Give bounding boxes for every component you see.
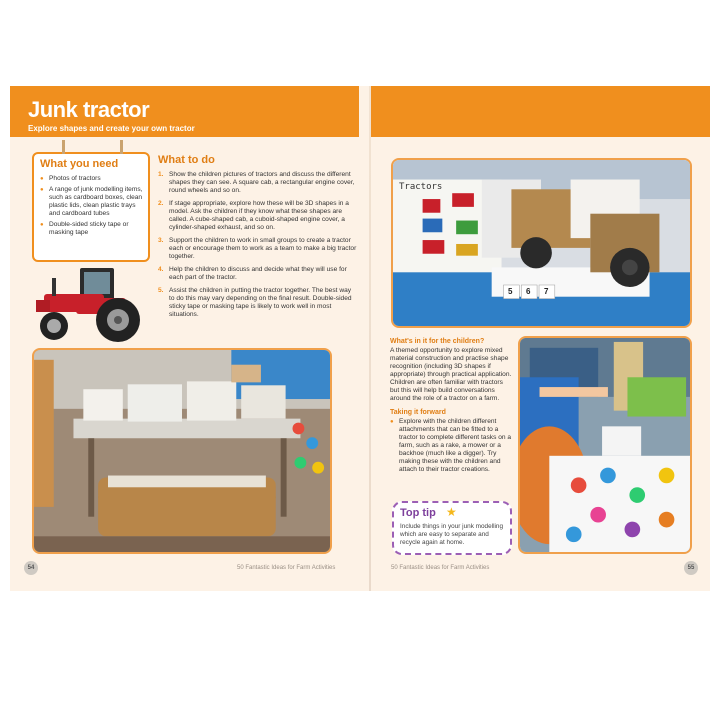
title-banner — [10, 86, 359, 137]
step-item — [158, 171, 358, 195]
list-item: ● Photos of tractors — [40, 175, 148, 183]
step-number: 3. — [158, 237, 164, 244]
step-text: Support the children to work in small groups to create a tractor each or encourage them to work as a team to make a big tractor together. — [169, 237, 357, 260]
step-number: 2. — [158, 200, 164, 207]
tractor-model-photo — [391, 158, 692, 328]
what-to-do-heading: What to do — [158, 154, 215, 166]
footer-left: 50 Fantastic Ideas for Farm Activities — [237, 565, 336, 571]
title-banner-right — [371, 86, 710, 137]
what-you-need-list — [40, 175, 148, 240]
hanging-string — [120, 140, 123, 154]
step-item — [158, 200, 358, 232]
step-text: Help the children to discuss and decide what they will use for each part of the tractor. — [169, 266, 347, 281]
step-number: 1. — [158, 171, 164, 178]
list-item: ● Double-sided sticky tape or masking tape — [40, 221, 148, 237]
star-icon: ★ — [446, 505, 457, 519]
book-spread — [10, 86, 710, 591]
top-tip-heading: Top tip — [400, 507, 436, 519]
step-item — [158, 266, 358, 282]
step-number: 5. — [158, 287, 164, 294]
taking-it-forward-heading: Taking it forward — [390, 409, 446, 416]
step-text: Assist the children in putting the tractor together. The best way to do this may vary depending on the final result. Double-sided sticky tape or masking tape is likely to work well in most situations. — [169, 287, 352, 318]
step-item — [158, 237, 358, 261]
taking-it-forward-list — [390, 418, 512, 474]
tractors-sign-label: Tractors — [399, 182, 443, 192]
page-title: Junk tractor — [28, 97, 150, 122]
step-text: If stage appropriate, explore how these will be 3D shapes in a model. Ask the children if they know what these shapes are called. A cube-shaped cab, a cuboid-shaped engine cover, a cylinder-shaped exhaust, and so on. — [169, 200, 349, 231]
what-to-do-section — [158, 154, 358, 324]
whats-in-it-text: A themed opportunity to explore mixed material construction and practise shape recognition (including 3D shapes if appropriate) through practical application. Children are often familiar with tractors but this will help build conversations around the role of a tractor on a farm. — [390, 347, 512, 402]
step-number: 4. — [158, 266, 164, 273]
number-card: 7 — [544, 287, 549, 296]
footer-right: 50 Fantastic Ideas for Farm Activities — [391, 565, 490, 571]
page-number-right: 55 — [684, 561, 698, 575]
number-card: 6 — [526, 287, 531, 296]
what-you-need-heading: What you need — [40, 158, 119, 170]
page-gutter — [369, 86, 371, 591]
whats-in-it-heading: What's in it for the children? — [390, 338, 485, 345]
right-text-column — [390, 338, 512, 474]
top-tip-box — [392, 501, 512, 555]
list-item: ● A range of junk modelling items, such as cardboard boxes, clean plastic lids, clean plastic trays and cardboard tubes — [40, 186, 148, 218]
what-you-need-box — [32, 152, 150, 262]
child-activity-photo — [518, 336, 692, 554]
step-text: Show the children pictures of tractors and discuss the different shapes they can see. A square cab, a rectangular engine cover, round wheels and so on. — [169, 171, 355, 194]
number-card: 5 — [508, 287, 513, 296]
tractor-illustration — [30, 264, 154, 348]
junk-materials-photo — [32, 348, 332, 554]
hanging-string — [62, 140, 65, 154]
top-tip-text: Include things in your junk modelling which are easy to separate and recycle again at home. — [400, 523, 504, 546]
page-subtitle: Explore shapes and create your own tractor — [28, 124, 195, 133]
step-item — [158, 287, 358, 319]
page-number-left: 54 — [24, 561, 38, 575]
steps-list — [158, 171, 358, 319]
list-item: ● Explore with the children different attachments that can be fitted to a tractor to complete different tasks on a farm, such as a rake, a mower or a backhoe (much like a digger). Try making these with the children and attach to their tractor creations. — [390, 418, 512, 474]
